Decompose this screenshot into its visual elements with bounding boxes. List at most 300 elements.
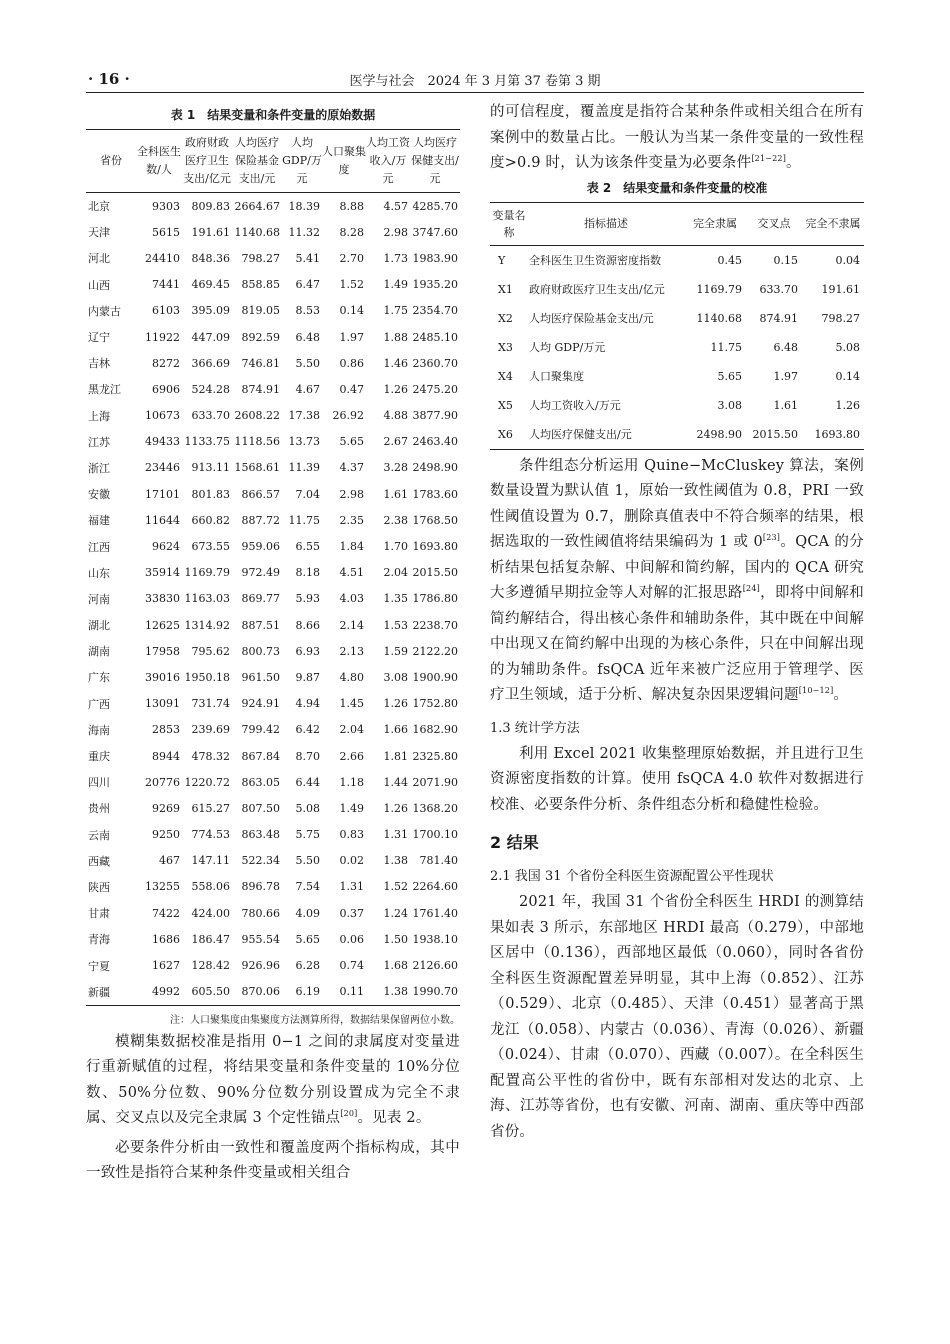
table-row <box>86 507 460 533</box>
variable-cell: Y <box>498 253 506 267</box>
value-cell: 558.06 <box>191 880 230 894</box>
value-cell: 2.14 <box>339 618 364 632</box>
table-row <box>86 429 460 455</box>
value-cell: 1768.50 <box>412 513 458 527</box>
value-cell: 191.61 <box>821 282 860 296</box>
value-cell: 2126.60 <box>412 959 458 973</box>
table-row <box>86 455 460 481</box>
value-cell: 2.38 <box>383 513 408 527</box>
value-cell: 1368.20 <box>412 801 458 815</box>
value-cell: 809.83 <box>191 199 230 213</box>
table-row <box>86 952 460 978</box>
value-cell: 1950.18 <box>184 670 230 684</box>
value-cell: 5.50 <box>295 356 320 370</box>
value-cell: 874.91 <box>759 311 798 325</box>
value-cell: 926.96 <box>241 959 280 973</box>
table-row <box>86 324 460 350</box>
value-cell: 972.49 <box>241 566 280 580</box>
table-row <box>490 420 864 450</box>
value-cell: 24410 <box>145 251 180 265</box>
value-cell: 1983.90 <box>412 251 458 265</box>
value-cell: 1682.90 <box>412 723 458 737</box>
value-cell: 49433 <box>145 435 180 449</box>
value-cell: 191.61 <box>191 225 230 239</box>
variable-cell: X4 <box>498 369 513 383</box>
value-cell: 798.27 <box>821 311 860 325</box>
table-row <box>86 795 460 821</box>
province-cell: 广东 <box>88 671 110 685</box>
table-row <box>86 219 460 245</box>
value-cell: 1693.80 <box>412 540 458 554</box>
province-cell: 江苏 <box>88 435 110 449</box>
value-cell: 0.74 <box>339 959 364 973</box>
table-row <box>86 900 460 926</box>
value-cell: 1.68 <box>383 959 408 973</box>
value-cell: 2.98 <box>339 487 364 501</box>
table-row <box>86 272 460 298</box>
value-cell: 673.55 <box>191 540 230 554</box>
value-cell: 633.70 <box>191 409 230 423</box>
province-cell: 青海 <box>88 933 110 947</box>
province-cell: 湖南 <box>88 645 110 659</box>
value-cell: 6.44 <box>295 775 320 789</box>
value-cell: 4.67 <box>295 382 320 396</box>
value-cell: 858.85 <box>241 278 280 292</box>
value-cell: 6.48 <box>295 330 320 344</box>
value-cell: 3747.60 <box>412 225 458 239</box>
value-cell: 10673 <box>145 409 180 423</box>
value-cell: 4992 <box>136 979 182 1006</box>
value-cell: 7422 <box>152 906 180 920</box>
value-cell: 1.24 <box>383 906 408 920</box>
value-cell: 9624 <box>152 540 180 554</box>
value-cell: 4.09 <box>295 906 320 920</box>
value-cell: 7441 <box>152 278 180 292</box>
value-cell: 8272 <box>152 356 180 370</box>
value-cell: 3877.90 <box>412 409 458 423</box>
value-cell: 4.03 <box>339 592 364 606</box>
value-cell: 913.11 <box>191 461 230 475</box>
value-cell: 11.39 <box>288 461 320 475</box>
value-cell: 1169.79 <box>696 282 742 296</box>
province-cell: 内蒙古 <box>88 304 121 318</box>
table-row <box>86 769 460 795</box>
value-cell: 13091 <box>145 697 180 711</box>
description-cell: 人均工资收入/万元 <box>529 399 621 412</box>
province-cell: 贵州 <box>88 802 110 816</box>
description-cell: 人口聚集度 <box>529 370 584 383</box>
province-cell: 甘肃 <box>88 907 110 921</box>
value-cell: 0.37 <box>339 906 364 920</box>
value-cell: 1220.72 <box>184 775 230 789</box>
value-cell: 8.66 <box>295 618 320 632</box>
paragraph-statistics: 利用 Excel 2021 收集整理原始数据，并且进行卫生资源密度指数的计算。使用 fsQCA 4.0 软件对数据进行校准、必要条件分析、条件组态分析和稳健性检验。 <box>490 745 864 813</box>
citation: [10−12] <box>798 686 834 696</box>
value-cell: 867.84 <box>241 749 280 763</box>
value-cell: 2325.80 <box>412 749 458 763</box>
value-cell: 2664.67 <box>234 199 280 213</box>
value-cell: 2475.20 <box>412 382 458 396</box>
value-cell: 1.46 <box>383 356 408 370</box>
table2-column-header: 完全隶属 <box>684 202 746 245</box>
value-cell: 1.66 <box>383 723 408 737</box>
province-cell: 广西 <box>88 697 110 711</box>
value-cell: 2.70 <box>339 251 364 265</box>
value-cell: 1.31 <box>339 880 364 894</box>
province-cell: 宁夏 <box>88 959 110 973</box>
paragraph-qca: 条件组态分析运用 Quine−McCluskey 算法，案例数量设置为默认值 1，原始一致性阈值为 0.8，PRI 一致性阈值设置为 0.7，删除真值表中不符合频率的结果，根据选取的一致性阈值将结果编码为 1 或 0[23]。QCA 的分析结果包括复杂解、中间解和简约解，国内的 QCA 研究大多遵循早期拉金等人对解的汇报思路[24]，即将中间解和简约解结合，得出核心条件和辅助条件，其中既在中间解中出现又在简约解中出现的为核心条件，只在中间解出现的为辅助条件。fsQCA 近年来被广泛应用于管理学、医疗卫生领域，适于分析、解决复杂因果逻辑问题[10−12]。 <box>490 457 864 703</box>
value-cell: 5.75 <box>295 828 320 842</box>
province-cell: 吉林 <box>88 357 110 371</box>
value-cell: 2.35 <box>339 513 364 527</box>
province-cell: 陕西 <box>88 880 110 894</box>
value-cell: 633.70 <box>759 282 798 296</box>
value-cell: 1752.80 <box>412 697 458 711</box>
table-row <box>86 822 460 848</box>
value-cell: 1783.60 <box>412 487 458 501</box>
value-cell: 0.14 <box>835 369 860 383</box>
value-cell: 1693.80 <box>802 420 864 450</box>
value-cell: 6.28 <box>295 959 320 973</box>
value-cell: 1900.90 <box>412 670 458 684</box>
table1-column-header: 人均GDP/万元 <box>282 130 322 193</box>
table-row <box>86 664 460 690</box>
table-row <box>86 403 460 429</box>
value-cell: 2608.22 <box>234 409 280 423</box>
value-cell: 6.93 <box>295 644 320 658</box>
value-cell: 1686 <box>152 932 180 946</box>
table-row <box>86 848 460 874</box>
value-cell: 874.91 <box>241 382 280 396</box>
value-cell: 774.53 <box>191 828 230 842</box>
value-cell: 800.73 <box>241 644 280 658</box>
value-cell: 959.06 <box>241 540 280 554</box>
table2 <box>490 202 864 450</box>
value-cell: 2.13 <box>339 644 364 658</box>
value-cell: 0.47 <box>339 382 364 396</box>
value-cell: 2238.70 <box>412 618 458 632</box>
value-cell: 12625 <box>145 618 180 632</box>
value-cell: 17958 <box>145 644 180 658</box>
value-cell: 4.88 <box>383 409 408 423</box>
value-cell: 4.37 <box>339 461 364 475</box>
table-row <box>86 376 460 402</box>
value-cell: 1.84 <box>339 540 364 554</box>
value-cell: 0.45 <box>717 253 742 267</box>
value-cell: 4.51 <box>339 566 364 580</box>
value-cell: 2264.60 <box>412 880 458 894</box>
table-row <box>490 391 864 420</box>
value-cell: 17.38 <box>288 409 320 423</box>
value-cell: 4.80 <box>339 670 364 684</box>
value-cell: 807.50 <box>241 801 280 815</box>
value-cell: 11922 <box>145 330 180 344</box>
value-cell: 1.31 <box>383 828 408 842</box>
value-cell: 0.04 <box>835 253 860 267</box>
value-cell: 1.50 <box>383 932 408 946</box>
value-cell: 1.38 <box>383 854 408 868</box>
value-cell: 6.55 <box>295 540 320 554</box>
province-cell: 西藏 <box>88 854 110 868</box>
description-cell: 全科医生卫生资源密度指数 <box>529 254 661 267</box>
variable-cell: X6 <box>490 420 528 450</box>
value-cell: 848.36 <box>191 251 230 265</box>
value-cell: 5.65 <box>717 369 742 383</box>
value-cell: 5615 <box>152 225 180 239</box>
value-cell: 469.45 <box>191 278 230 292</box>
province-cell: 新疆 <box>86 979 136 1006</box>
value-cell: 23446 <box>145 461 180 475</box>
table-row <box>490 275 864 304</box>
province-cell: 四川 <box>88 776 110 790</box>
value-cell: 6.19 <box>282 979 322 1006</box>
value-cell: 1700.10 <box>412 828 458 842</box>
value-cell: 424.00 <box>191 906 230 920</box>
value-cell: 1627 <box>152 959 180 973</box>
table-row <box>86 193 460 220</box>
province-cell: 黑龙江 <box>88 383 121 397</box>
value-cell: 1.26 <box>383 801 408 815</box>
value-cell: 17101 <box>145 487 180 501</box>
province-cell: 云南 <box>88 828 110 842</box>
table-row <box>86 691 460 717</box>
province-cell: 天津 <box>88 226 110 240</box>
value-cell: 26.92 <box>332 409 364 423</box>
table-row <box>86 874 460 900</box>
value-cell: 4.94 <box>295 697 320 711</box>
province-cell: 浙江 <box>88 461 110 475</box>
value-cell: 6.47 <box>295 278 320 292</box>
value-cell: 605.50 <box>182 979 232 1006</box>
value-cell: 615.27 <box>191 801 230 815</box>
value-cell: 147.11 <box>191 854 230 868</box>
table-row <box>86 586 460 612</box>
table1-column-header: 政府财政医疗卫生支出/亿元 <box>182 130 232 193</box>
value-cell: 6906 <box>152 382 180 396</box>
value-cell: 1140.68 <box>234 225 280 239</box>
value-cell: 1.97 <box>339 330 364 344</box>
citation: [20] <box>340 1109 358 1119</box>
table-row <box>490 333 864 362</box>
value-cell: 2853 <box>152 723 180 737</box>
value-cell: 863.48 <box>241 828 280 842</box>
table1-note: 注：人口聚集度由集聚度方法测算所得，数据结果保留两位小数。 <box>170 1014 460 1026</box>
province-cell: 辽宁 <box>88 331 110 345</box>
value-cell: 467 <box>159 854 180 868</box>
value-cell: 186.47 <box>191 932 230 946</box>
table-row <box>86 481 460 507</box>
value-cell: 1.26 <box>383 697 408 711</box>
variable-cell: X2 <box>498 311 513 325</box>
value-cell: 2.66 <box>339 749 364 763</box>
value-cell: 0.02 <box>339 854 364 868</box>
value-cell: 863.05 <box>241 775 280 789</box>
value-cell: 1.35 <box>383 592 408 606</box>
value-cell: 0.83 <box>339 828 364 842</box>
value-cell: 801.83 <box>191 487 230 501</box>
province-cell: 河北 <box>88 252 110 266</box>
section-2-heading: 2 结果 <box>490 833 539 852</box>
value-cell: 887.72 <box>241 513 280 527</box>
value-cell: 2.67 <box>383 435 408 449</box>
value-cell: 6103 <box>152 304 180 318</box>
table1-column-header: 省份 <box>86 130 136 193</box>
value-cell: 3.08 <box>383 670 408 684</box>
value-cell: 887.51 <box>241 618 280 632</box>
value-cell: 11.75 <box>710 340 742 354</box>
value-cell: 1140.68 <box>696 311 742 325</box>
value-cell: 11.75 <box>288 513 320 527</box>
value-cell: 3.28 <box>383 461 408 475</box>
value-cell: 522.34 <box>241 854 280 868</box>
table1-column-header: 人均医疗保险基金支出/元 <box>232 130 282 193</box>
value-cell: 798.27 <box>241 251 280 265</box>
table-row <box>86 350 460 376</box>
value-cell: 8.70 <box>295 749 320 763</box>
province-cell: 湖北 <box>88 619 110 633</box>
value-cell: 0.15 <box>773 253 798 267</box>
value-cell: 478.32 <box>191 749 230 763</box>
province-cell: 福建 <box>88 514 110 528</box>
table-row <box>86 926 460 952</box>
value-cell: 1.70 <box>383 540 408 554</box>
value-cell: 9303 <box>152 199 180 213</box>
value-cell: 1133.75 <box>184 435 230 449</box>
value-cell: 1169.79 <box>184 566 230 580</box>
value-cell: 1.49 <box>339 801 364 815</box>
value-cell: 11.32 <box>288 225 320 239</box>
table-row <box>86 979 460 1006</box>
table2-header-row <box>490 202 864 245</box>
paragraph-necessary: 必要条件分析由一致性和覆盖度两个指标构成，其中一致性是指符合某种条件变量或相关组合 <box>86 1139 460 1182</box>
value-cell: 2015.50 <box>412 566 458 580</box>
value-cell: 39016 <box>145 670 180 684</box>
province-cell: 河南 <box>88 592 110 606</box>
value-cell: 4.57 <box>383 199 408 213</box>
value-cell: 1990.70 <box>410 979 460 1006</box>
value-cell: 33830 <box>145 592 180 606</box>
value-cell: 866.57 <box>241 487 280 501</box>
value-cell: 869.77 <box>241 592 280 606</box>
value-cell: 0.14 <box>339 304 364 318</box>
table-row <box>490 362 864 391</box>
table1-column-header: 人均医疗保健支出/元 <box>410 130 460 193</box>
citation: [23] <box>762 533 781 543</box>
paragraph-calibration: 模糊集数据校准是指用 0−1 之间的隶属度对变量进行重新赋值的过程，将结果变量和条件变量的 10%分位数、50%分位数、90%分位数分别设置成为完全不隶属、交叉点以及完全隶属 3 个定性锚点[20]。见表 2。 <box>86 1033 460 1127</box>
value-cell: 1.53 <box>383 618 408 632</box>
left-column <box>86 100 460 1187</box>
value-cell: 9269 <box>152 801 180 815</box>
value-cell: 9250 <box>152 828 180 842</box>
value-cell: 2463.40 <box>412 435 458 449</box>
value-cell: 1.49 <box>383 278 408 292</box>
value-cell: 1314.92 <box>184 618 230 632</box>
value-cell: 0.11 <box>322 979 366 1006</box>
value-cell: 799.42 <box>241 723 280 737</box>
province-cell: 安徽 <box>88 488 110 502</box>
value-cell: 819.05 <box>241 304 280 318</box>
value-cell: 1.44 <box>383 775 408 789</box>
table2-caption: 表 2 结果变量和条件变量的校准 <box>586 180 768 195</box>
section-2-1-heading: 2.1 我国 31 个省份全科医生资源配置公平性现状 <box>490 869 774 884</box>
value-cell: 4285.70 <box>412 199 458 213</box>
province-cell: 重庆 <box>88 750 110 764</box>
value-cell: 1.88 <box>383 330 408 344</box>
paragraph-continued: 的可信程度，覆盖度是指符合某种条件或相关组合在所有案例中的数量占比。一般认为当某一条件变量的一致性程度>0.9 时，认为该条件变量为必要条件[21−22]。 <box>490 104 864 171</box>
value-cell: 2.98 <box>383 225 408 239</box>
value-cell: 5.65 <box>339 435 364 449</box>
value-cell: 1.26 <box>383 382 408 396</box>
value-cell: 2498.90 <box>412 461 458 475</box>
citation: [24] <box>742 584 760 594</box>
value-cell: 366.69 <box>191 356 230 370</box>
value-cell: 5.08 <box>295 801 320 815</box>
value-cell: 1938.10 <box>412 932 458 946</box>
value-cell: 5.41 <box>295 251 320 265</box>
value-cell: 0.86 <box>339 356 364 370</box>
value-cell: 35914 <box>145 566 180 580</box>
value-cell: 1.52 <box>383 880 408 894</box>
table-row <box>86 560 460 586</box>
table1-column-header: 全科医生数/人 <box>136 130 182 193</box>
table1 <box>86 129 460 1006</box>
table-row <box>490 304 864 333</box>
value-cell: 955.54 <box>241 932 280 946</box>
value-cell: 1.73 <box>383 251 408 265</box>
value-cell: 1.26 <box>835 398 860 412</box>
value-cell: 896.78 <box>241 880 280 894</box>
value-cell: 780.66 <box>241 906 280 920</box>
value-cell: 524.28 <box>191 382 230 396</box>
value-cell: 2015.50 <box>746 420 802 450</box>
table1-column-header: 人均工资收入/万元 <box>366 130 410 193</box>
value-cell: 660.82 <box>191 513 230 527</box>
value-cell: 1.52 <box>339 278 364 292</box>
value-cell: 1118.56 <box>234 435 280 449</box>
table-row <box>86 638 460 664</box>
value-cell: 5.50 <box>295 854 320 868</box>
value-cell: 870.06 <box>232 979 282 1006</box>
value-cell: 1.61 <box>383 487 408 501</box>
value-cell: 1.61 <box>773 398 798 412</box>
value-cell: 447.09 <box>191 330 230 344</box>
value-cell: 8.18 <box>295 566 320 580</box>
table1-header-row <box>86 130 460 193</box>
value-cell: 8.53 <box>295 304 320 318</box>
value-cell: 1568.61 <box>234 461 280 475</box>
paragraph-results: 2021 年，我国 31 个省份全科医生 HRDI 的测算结果如表 3 所示，东部地区 HRDI 最高（0.279），中部地区居中（0.136），西部地区最低（0.060），同时各省份全科医生资源配置差异明显，其中上海（0.852）、江苏（0.529）、北京（0.485）、天津（0.451）显著高于黑龙江（0.058）、内蒙古（0.036）、青海（0.026）、新疆（0.024）、甘肃（0.070）、西藏（0.007）。在全科医生配置高公平性的省份中，既有东部相对发达的北京、上海、江苏等省份，也有安徽、河南、湖南、重庆等中西部省份。 <box>490 894 864 1140</box>
table-row <box>86 298 460 324</box>
value-cell: 239.69 <box>191 723 230 737</box>
value-cell: 3.08 <box>717 398 742 412</box>
value-cell: 1.45 <box>339 697 364 711</box>
value-cell: 1.38 <box>366 979 410 1006</box>
value-cell: 6.42 <box>295 723 320 737</box>
value-cell: 128.42 <box>191 959 230 973</box>
table2-column-header: 指标描述 <box>528 202 684 245</box>
table-row <box>490 245 864 275</box>
value-cell: 11644 <box>145 513 180 527</box>
province-cell: 上海 <box>88 409 110 423</box>
table1-column-header: 人口聚集度 <box>322 130 366 193</box>
description-cell: 人均医疗保健支出/元 <box>528 420 684 450</box>
table1-caption: 表 1 结果变量和条件变量的原始数据 <box>170 108 376 122</box>
header-rule <box>86 92 864 93</box>
value-cell: 13.73 <box>288 435 320 449</box>
value-cell: 18.39 <box>288 199 320 213</box>
table2-column-header: 完全不隶属 <box>802 202 864 245</box>
value-cell: 1786.80 <box>412 592 458 606</box>
